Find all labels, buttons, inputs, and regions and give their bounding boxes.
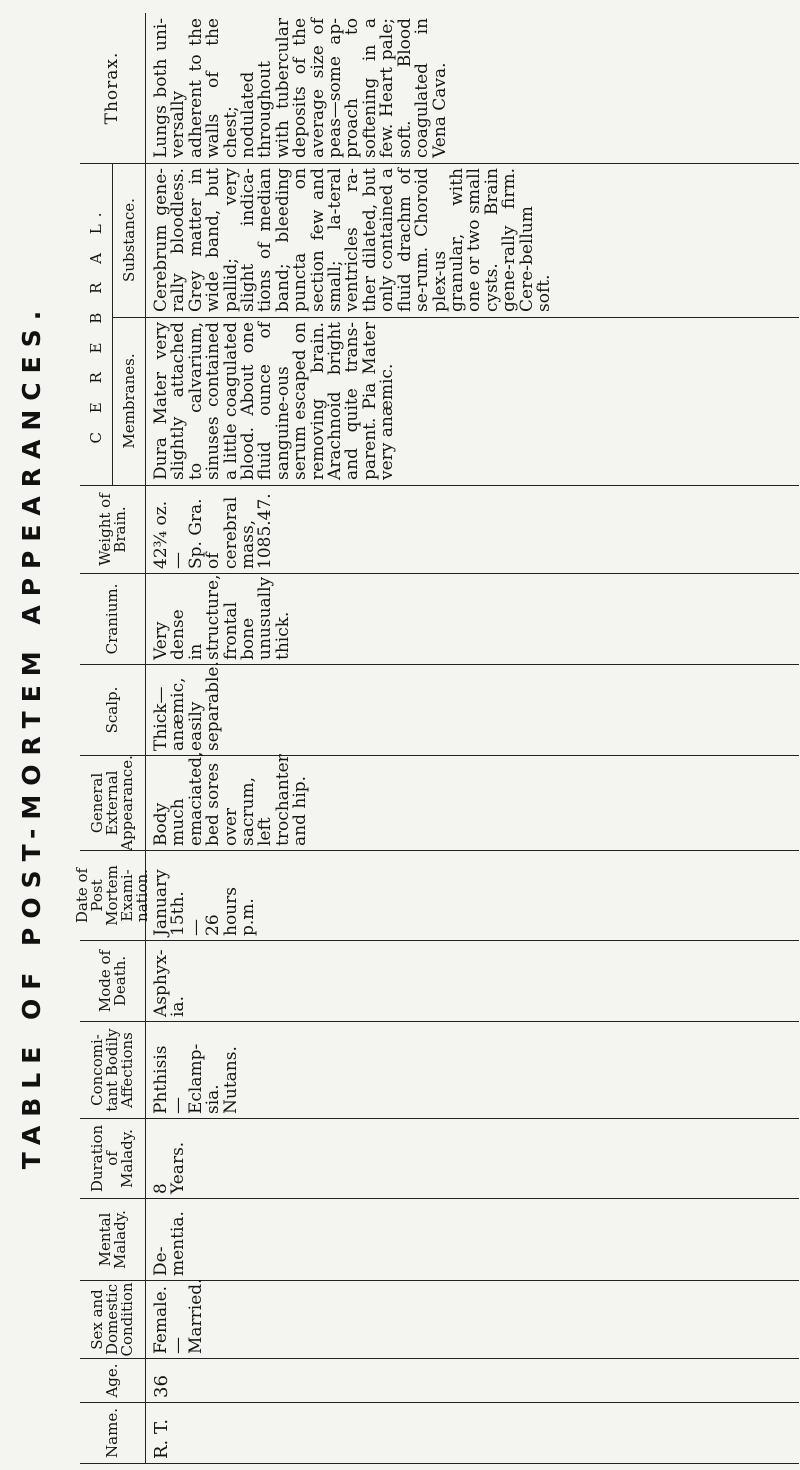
cell-mental: De- mentia.	[151, 1211, 189, 1276]
header-concomitant: Concomi-tant Bodily Affections	[80, 1022, 146, 1118]
cell-scalp: Thick— anæmic, easily separable.	[151, 661, 224, 751]
header-membranes: Membranes.	[113, 317, 146, 485]
table-page	[73, 0, 799, 1470]
page-title: TABLE OF POST-MORTEM APPEARANCES.	[17, 301, 47, 1169]
col-scalp	[80, 661, 799, 755]
header-sex: Sex and Domestic Condition	[80, 1281, 146, 1358]
col-thorax	[80, 13, 799, 163]
header-name: Name.	[80, 1403, 146, 1463]
col-mode	[80, 940, 799, 1021]
cell-age: 36	[151, 1375, 172, 1398]
header-cerebral: C E R E B R A L.	[80, 164, 113, 485]
header-cranium: Cranium.	[80, 574, 146, 664]
cell-mode: Asphyx- ia.	[151, 949, 189, 1017]
cell-date: January 15th. — 26 hours p.m.	[151, 869, 259, 936]
cell-concomitant: Phthisis — Eclamp- sia. Nutans.	[151, 1043, 241, 1114]
header-thorax: Thorax.	[80, 13, 146, 163]
col-mental	[80, 1198, 799, 1280]
col-date	[73, 850, 799, 940]
page-title-container	[0, 0, 64, 1470]
header-date: Date of Post Mortem Exami-nation.	[80, 851, 146, 940]
header-scalp: Scalp.	[80, 665, 146, 755]
cell-sex: Female. — Married.	[151, 1278, 206, 1354]
cell-name: R. T.	[151, 1418, 172, 1459]
col-sex	[80, 1280, 799, 1358]
post-mortem-table	[73, 0, 799, 1470]
cell-thorax: Lungs both uni-versally adherent to the walls of the chest; nodulated throughout with tubercular deposits of the average size of peas—some ap-proach to softening in a few. Heart pale; soft. Blood coagulated in Vena Cava.	[151, 18, 450, 158]
col-concomitant	[80, 1021, 799, 1118]
cell-weight: 42¾ oz. — Sp. Gra. of cerebral mass, 1085.47.	[151, 493, 276, 569]
header-general: General External Appearance.	[80, 756, 146, 850]
col-duration	[80, 1118, 799, 1198]
cell-membranes: Dura Mater very slightly attached to calvarium, sinuses contained a little coagulated blood. About one fluid ounce of sanguine-ous serum escaped on removing brain. Arachnoid bright and quite trans-parent. Pia Mater very anæmic.	[151, 322, 398, 480]
col-cerebral	[80, 163, 799, 485]
col-weight	[80, 485, 799, 573]
header-mental: Mental Malady.	[80, 1199, 146, 1280]
col-cranium	[80, 573, 799, 664]
header-age: Age.	[80, 1359, 146, 1402]
header-mode: Mode of Death.	[80, 941, 146, 1021]
col-name	[80, 1402, 799, 1464]
header-weight: Weight of Brain.	[80, 486, 146, 573]
cell-general: Body much emaciated, bed sores over sacrum, left trochanter and hip.	[151, 751, 311, 846]
col-age	[80, 1358, 799, 1402]
col-general	[80, 751, 799, 851]
cell-duration: 8 Years.	[151, 1141, 189, 1194]
cell-cranium: Very dense in structure, frontal bone unusually thick.	[151, 574, 293, 660]
header-duration: Duration of Malady.	[80, 1119, 146, 1198]
cell-substance: Cerebrum gene-rally bloodless. Grey matter in wide band, but pallid; very slight indica-tions of median band; bleeding puncta on section few and small; la-teral ventricles ra-ther dilated, but only contained a fluid drachm of se-rum. Choroid plex-us granular, with one or two small cysts. Brain gene-rally firm. Cere-bellum soft.	[151, 168, 554, 312]
header-substance: Substance.	[113, 163, 146, 317]
